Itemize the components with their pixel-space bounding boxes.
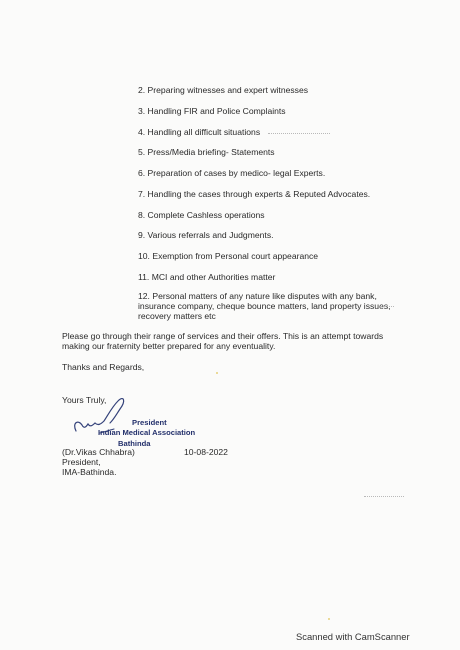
signatory-title: President, (62, 457, 101, 467)
list-item: 11. MCI and other Authorities matter (138, 272, 276, 282)
signatory-org: IMA-Bathinda. (62, 467, 117, 477)
list-item: 10. Exemption from Personal court appearance (138, 251, 319, 261)
scanner-watermark: Scanned with CamScanner (296, 631, 410, 642)
scan-artifact (216, 372, 218, 374)
scan-artifact (268, 133, 330, 134)
scan-artifact (380, 306, 394, 307)
stamp-organization: Indian Medical Association (98, 428, 196, 437)
letter-date: 10-08-2022 (184, 447, 228, 457)
stamp-city: Bathinda (118, 439, 151, 448)
list-item: 4. Handling all difficult situations (138, 127, 261, 137)
stamp-title: President (132, 418, 167, 427)
list-item: 2. Preparing witnesses and expert witnesses (138, 85, 309, 95)
list-item: 3. Handling FIR and Police Complaints (138, 106, 286, 116)
yours-truly-line: Yours Truly, (62, 395, 107, 405)
signatory-name: (Dr.Vikas Chhabra) (62, 447, 135, 457)
list-item: 7. Handling the cases through experts & Reputed Advocates. (138, 189, 371, 199)
thanks-line: Thanks and Regards, (62, 362, 145, 372)
list-item: 5. Press/Media briefing- Statements (138, 147, 275, 157)
list-item: 8. Complete Cashless operations (138, 210, 265, 220)
scan-artifact (328, 618, 330, 620)
closing-paragraph: Please go through their range of services and their offers. This is an attempt towards making our fraternity better prepared for any eventuality. (62, 331, 384, 351)
list-item: 9. Various referrals and Judgments. (138, 230, 274, 240)
scan-artifact (364, 496, 404, 497)
list-item: 12. Personal matters of any nature like disputes with any bank, insurance company, cheque bounce matters, land property issues, recovery matters etc (138, 291, 391, 321)
list-item: 6. Preparation of cases by medico- legal Experts. (138, 168, 326, 178)
